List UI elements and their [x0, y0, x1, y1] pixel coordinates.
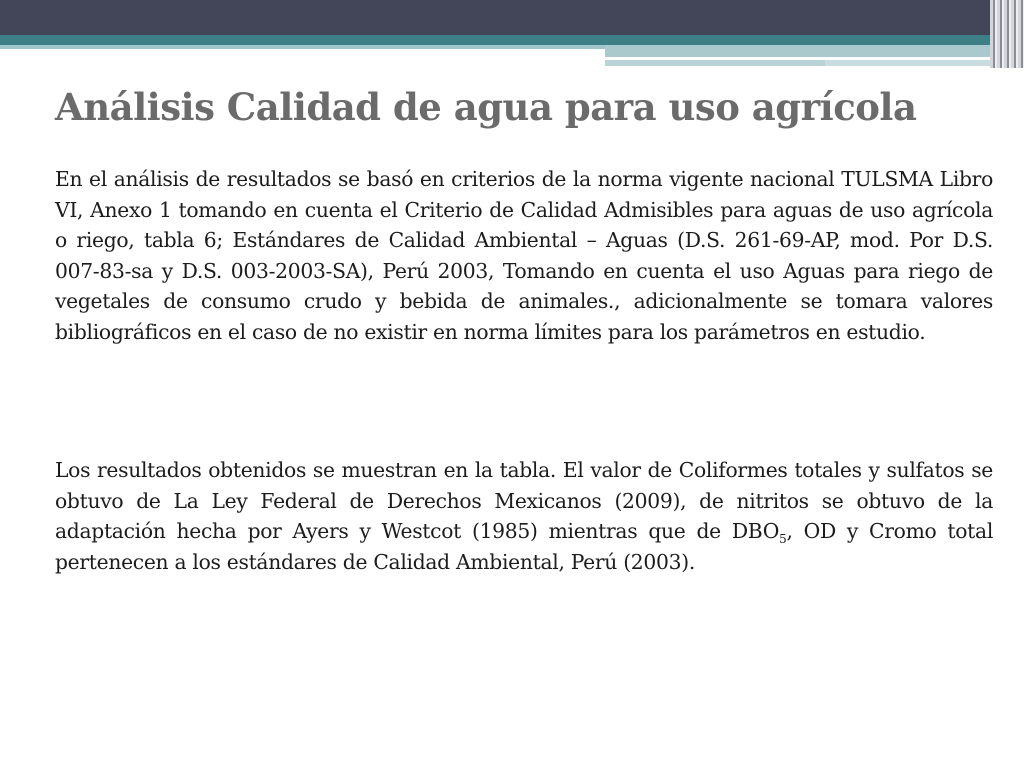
- body-paragraph-1: En el análisis de resultados se basó en criterios de la norma vigente nacional TULSMA Libro VI, Anexo 1 tomando en cuenta el Criterio de Calidad Admisibles para aguas de uso agrícola o riego, tabla 6; Estándares de Calidad Ambiental – Aguas (D.S. 261-69-AP, mod. Por D.S. 007-83-sa y D.S. 003-2003-SA), Perú 2003, Tomando en cuenta el uso Aguas para riego de vegetales de consumo crudo y bebida de animales., adicionalmente se tomara valores bibliográficos en el caso de no existir en norma límites para los parámetros en estudio.: [55, 167, 993, 344]
- header-bar-dark: [0, 0, 1024, 35]
- header-accent-bar: [605, 60, 825, 66]
- paragraph-2-text: Los resultados obtenidos se muestran en la tabla. El valor de Coliformes totales y sulfatos se obtuvo de La Ley Federal de Derechos Mexicanos (2009), de nitritos se obtuvo de la adaptación hecha por Ayers y Westcot (1985) mientras que de DBO: [55, 458, 993, 544]
- paragraph-2-text-end: , OD y Cromo total pertenecen a los estándares de Calidad Ambiental, Perú (2003).: [55, 519, 993, 574]
- subscript-5: 5: [779, 532, 787, 547]
- header-stripes-decoration: [990, 0, 1024, 68]
- body-paragraph-2: [55, 455, 993, 577]
- header-accent-bar: [825, 60, 995, 66]
- header-bar-teal-light: [0, 45, 605, 49]
- header-accent-bar: [605, 45, 995, 57]
- slide-title: Análisis Calidad de agua para uso agrícola: [55, 85, 917, 129]
- header-bar-teal: [0, 35, 1024, 45]
